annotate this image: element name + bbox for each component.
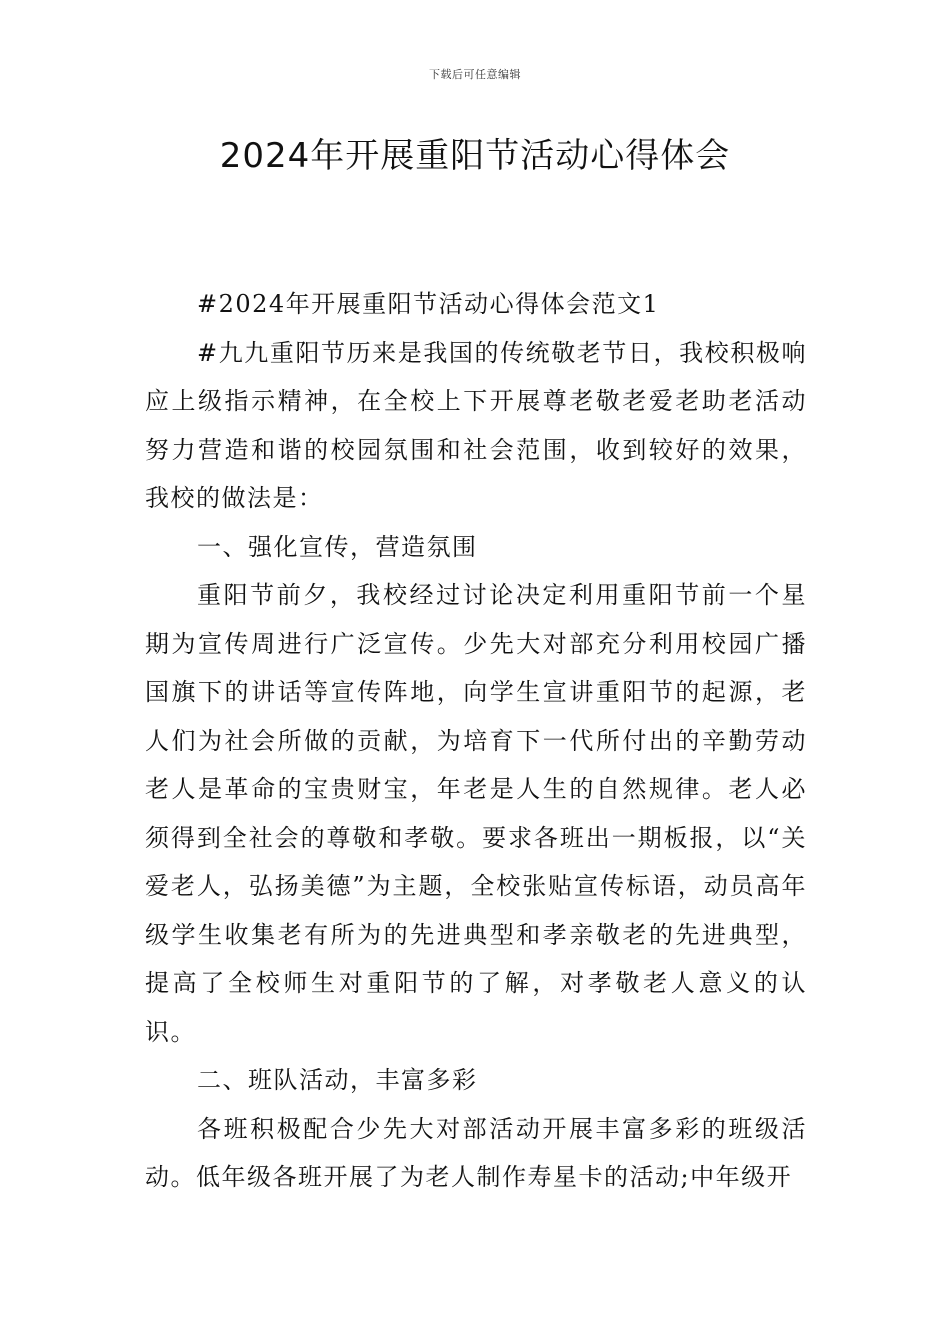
paragraph-intro: #九九重阳节历来是我国的传统敬老节日，我校积极响应上级指示精神，在全校上下开展尊老敬老爱老助老活动努力营造和谐的校园氛围和社会范围，收到较好的效果，我校的做法是： (145, 338, 807, 512)
section-heading-1: 一、强化宣传，营造氛围 (197, 532, 478, 561)
section-heading-2: 二、班队活动，丰富多彩 (197, 1066, 478, 1094)
document-body (145, 280, 807, 1202)
paragraph-section-2: 各班积极配合少先大对部活动开展丰富多彩的班级活动。低年级各班开展了为老人制作寿星卡的活动;中年级开 (145, 1114, 807, 1191)
document-title: 2024年开展重阳节活动心得体会 (219, 136, 731, 176)
paragraph-section-1: 重阳节前夕，我校经过讨论决定利用重阳节前一个星期为宣传周进行广泛宣传。少先大对部充分利用校园广播国旗下的讲话等宣传阵地，向学生宣讲重阳节的起源，老人们为社会所做的贡献，为培育下一代所付出的辛勤劳动老人是革命的宝贵财宝，年老是人生的自然规律。老人必须得到全社会的尊敬和孝敬。要求各班出一期板报，以“关爱老人，弘扬美德”为主题，全校张贴宣传标语，动员高年级学生收集老有所为的先进典型和孝亲敬老的先进典型，提高了全校师生对重阳节的了解，对孝敬老人意义的认识。 (145, 581, 807, 1046)
paragraph-subtitle: #2024年开展重阳节活动心得体会范文1 (197, 290, 660, 318)
header-note: 下载后可任意编辑 (429, 68, 521, 81)
